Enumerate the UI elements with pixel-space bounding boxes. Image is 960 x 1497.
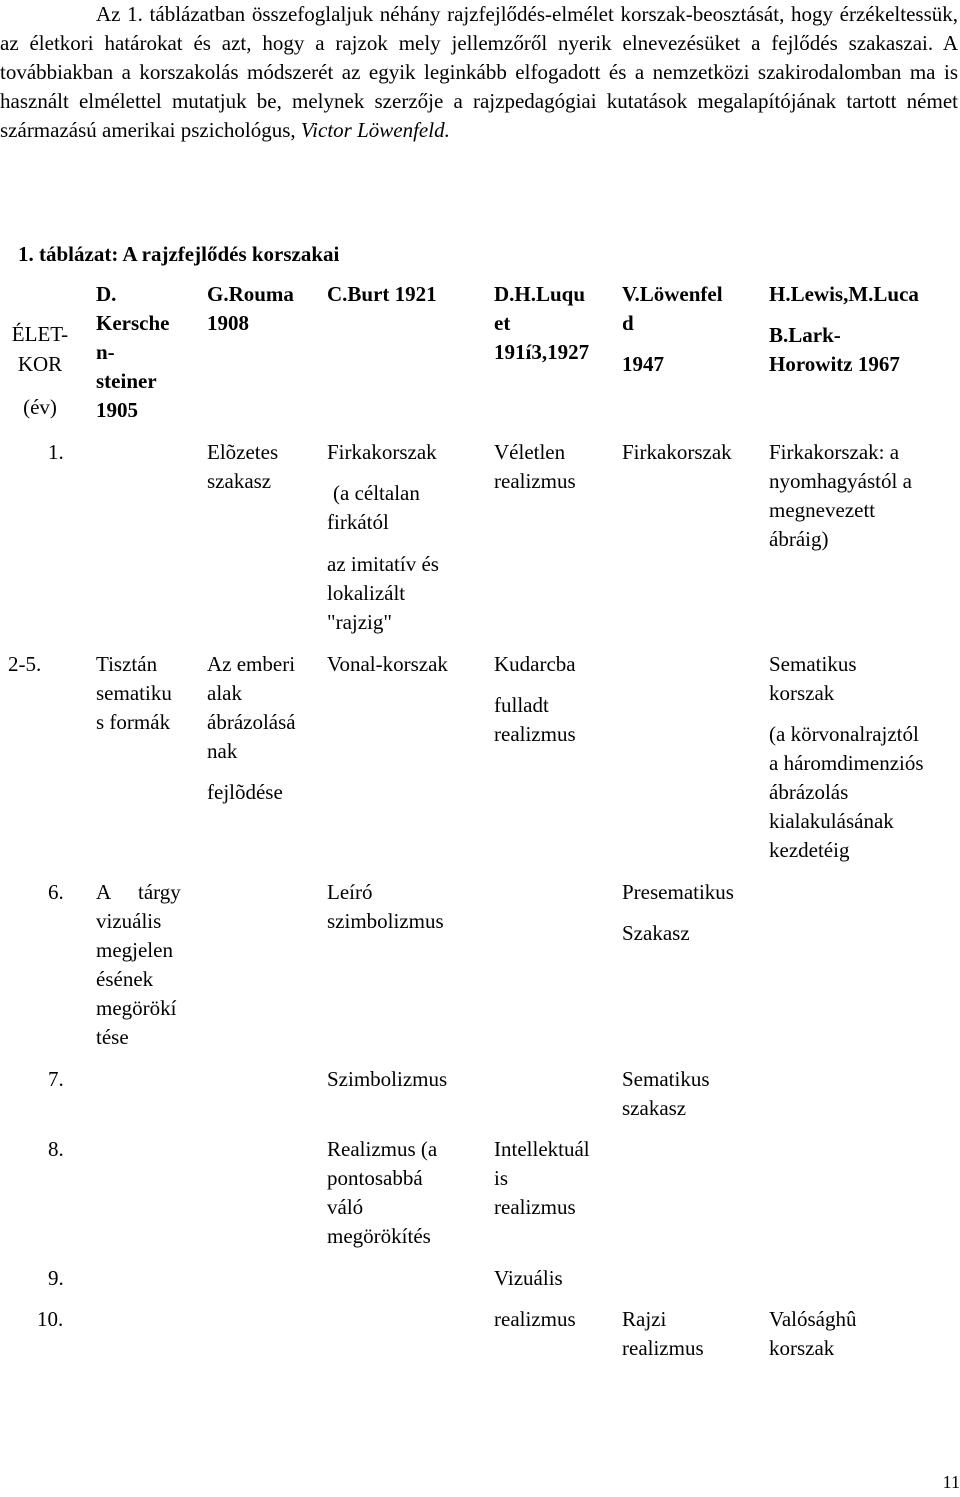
header-burt: C.Burt 1921 xyxy=(327,282,437,306)
row7-lewis-line2: korszak xyxy=(769,1336,835,1360)
row1-luquet-line2: realizmus xyxy=(494,469,576,493)
header-kerschensteiner-line1: D. xyxy=(96,282,117,306)
header-age-line2: KOR xyxy=(17,352,63,376)
row5-luquet-line2: is xyxy=(494,1166,509,1190)
row2-lewis-line6: kialakulásának xyxy=(769,809,894,833)
row1-lewis-line4: ábráig) xyxy=(769,527,829,551)
intro-paragraph xyxy=(0,0,958,145)
row2-burt: Vonal-korszak xyxy=(327,652,448,676)
row7-lowenfeld-line1: Rajzi xyxy=(622,1307,667,1331)
row4-burt: Szimbolizmus xyxy=(327,1067,448,1091)
row1-rouma-line1: Elõzetes xyxy=(207,440,279,464)
header-luquet-line2: et xyxy=(494,311,511,335)
row2-lewis-line3: (a körvonalrajztól xyxy=(769,722,919,746)
row2-lewis-line5: ábrázolás xyxy=(769,780,849,804)
row1-burt-line4: az imitatív és xyxy=(327,552,439,576)
row2-rouma-line2: alak xyxy=(207,681,242,705)
row3-kerschensteiner-line1a: A xyxy=(96,880,112,904)
row2-lewis-line4: a háromdimenziós xyxy=(769,751,924,775)
row3-lowenfeld-line2: Szakasz xyxy=(622,921,690,945)
row5-luquet-line1: Intellektuál xyxy=(494,1137,590,1161)
page-number: 11 xyxy=(942,1472,960,1492)
row1-burt-line1: Firkakorszak xyxy=(327,440,437,464)
row1-lewis-line2: nyomhagyástól a xyxy=(769,469,912,493)
header-lewis-line2: B.Lark- xyxy=(769,323,841,347)
row5-burt-line3: váló xyxy=(327,1195,364,1219)
header-luquet-line3: 191í3,1927 xyxy=(494,340,590,364)
row1-lewis-line1: Firkakorszak: a xyxy=(769,440,900,464)
row3-kerschensteiner-line4: ésének xyxy=(96,967,154,991)
row5-age: 8. xyxy=(48,1137,64,1161)
row3-burt-line1: Leíró xyxy=(327,880,373,904)
row3-kerschensteiner-line3: megjelen xyxy=(96,938,173,962)
row3-kerschensteiner-line5: megörökí xyxy=(96,996,177,1020)
row2-kerschensteiner-line1: Tisztán xyxy=(96,652,158,676)
row1-burt-line3: firkától xyxy=(327,510,389,534)
row2-age: 2-5. xyxy=(8,652,42,676)
header-lowenfeld-line2: d xyxy=(622,311,634,335)
row2-kerschensteiner-line3: s formák xyxy=(96,710,171,734)
header-kerschensteiner-line2: Kersche xyxy=(96,311,170,335)
row5-luquet-line3: realizmus xyxy=(494,1195,576,1219)
row4-age: 7. xyxy=(48,1067,64,1091)
row2-luquet-line3: realizmus xyxy=(494,722,576,746)
row1-burt-line5: lokalizált xyxy=(327,581,406,605)
row1-age: 1. xyxy=(48,440,64,464)
header-kerschensteiner-line3: n- xyxy=(96,340,115,364)
header-luquet-line1: D.H.Luqu xyxy=(494,282,586,306)
row7-age: 10. xyxy=(37,1307,64,1331)
intro-author: Victor Löwenfeld. xyxy=(300,118,450,142)
header-lowenfeld-line3: 1947 xyxy=(622,352,664,376)
row1-luquet-line1: Véletlen xyxy=(494,440,566,464)
header-kerschensteiner-line5: 1905 xyxy=(96,398,138,422)
row7-luquet: realizmus xyxy=(494,1307,576,1331)
row2-kerschensteiner-line2: sematiku xyxy=(96,681,172,705)
row4-lowenfeld-line1: Sematikus xyxy=(622,1067,710,1091)
row2-lewis-line2: korszak xyxy=(769,681,835,705)
header-lowenfeld-line1: V.Löwenfel xyxy=(622,282,723,306)
row7-lowenfeld-line2: realizmus xyxy=(622,1336,704,1360)
header-rouma-line1: G.Rouma xyxy=(207,282,294,306)
row2-lewis-line1: Sematikus xyxy=(769,652,857,676)
header-lewis-line3: Horowitz 1967 xyxy=(769,352,900,376)
row2-rouma-line5: fejlõdése xyxy=(207,780,283,804)
row2-rouma-line1: Az emberi xyxy=(207,652,296,676)
row1-lowenfeld: Firkakorszak xyxy=(622,440,732,464)
row3-lowenfeld-line1: Presematikus xyxy=(622,880,734,904)
header-kerschensteiner-line4: steiner xyxy=(96,369,157,393)
row2-luquet-line2: fulladt xyxy=(494,693,549,717)
row6-age: 9. xyxy=(48,1266,64,1290)
row2-rouma-line3: ábrázolásá xyxy=(207,710,296,734)
row5-burt-line2: pontosabbá xyxy=(327,1166,423,1190)
row3-kerschensteiner-line2: vizuális xyxy=(96,909,162,933)
row1-lewis-line3: megnevezett xyxy=(769,498,876,522)
row6-luquet: Vizuális xyxy=(494,1266,563,1290)
row1-burt-line6: "rajzig" xyxy=(327,610,392,634)
row5-burt-line1: Realizmus (a xyxy=(327,1137,438,1161)
intro-text: Az 1. táblázatban összefoglaljuk néhány rajzfejlődés-elmélet korszak-beosztását, hogy érzékeltessük, az életkori határokat és azt, hogy a rajzok mely jellemzőről nyerik elnevezésüket a fejlődés szakaszai. A továbbiakban a korszakolás módszerét az egyik leginkább elfogadott és a nemzetközi szakirodalomban ma is használt elmélettel mutatjuk be, melynek szerzője a rajzpedagógiai kutatások megalapítójának tartott német származású amerikai pszichológus, xyxy=(0,2,958,142)
row3-age: 6. xyxy=(48,880,64,904)
row1-burt-line2: (a céltalan xyxy=(333,481,420,505)
row3-kerschensteiner-line1b: tárgy xyxy=(138,880,181,904)
row5-burt-line4: megörökítés xyxy=(327,1224,431,1248)
row7-lewis-line1: Valósághû xyxy=(769,1307,857,1331)
row2-lewis-line7: kezdetéig xyxy=(769,838,850,862)
row1-rouma-line2: szakasz xyxy=(207,469,272,493)
table-caption: 1. táblázat: A rajzfejlődés korszakai xyxy=(18,242,340,266)
header-age-line1: ÉLET- xyxy=(11,322,69,346)
header-lewis-line1: H.Lewis,M.Luca xyxy=(769,282,919,306)
row3-kerschensteiner-line6: tése xyxy=(96,1025,129,1049)
row2-rouma-line4: nak xyxy=(207,739,238,763)
header-rouma-line2: 1908 xyxy=(207,311,249,335)
row4-lowenfeld-line2: szakasz xyxy=(622,1096,687,1120)
row3-burt-line2: szimbolizmus xyxy=(327,909,444,933)
row2-luquet-line1: Kudarcba xyxy=(494,652,576,676)
header-age-line3: (év) xyxy=(23,395,57,419)
